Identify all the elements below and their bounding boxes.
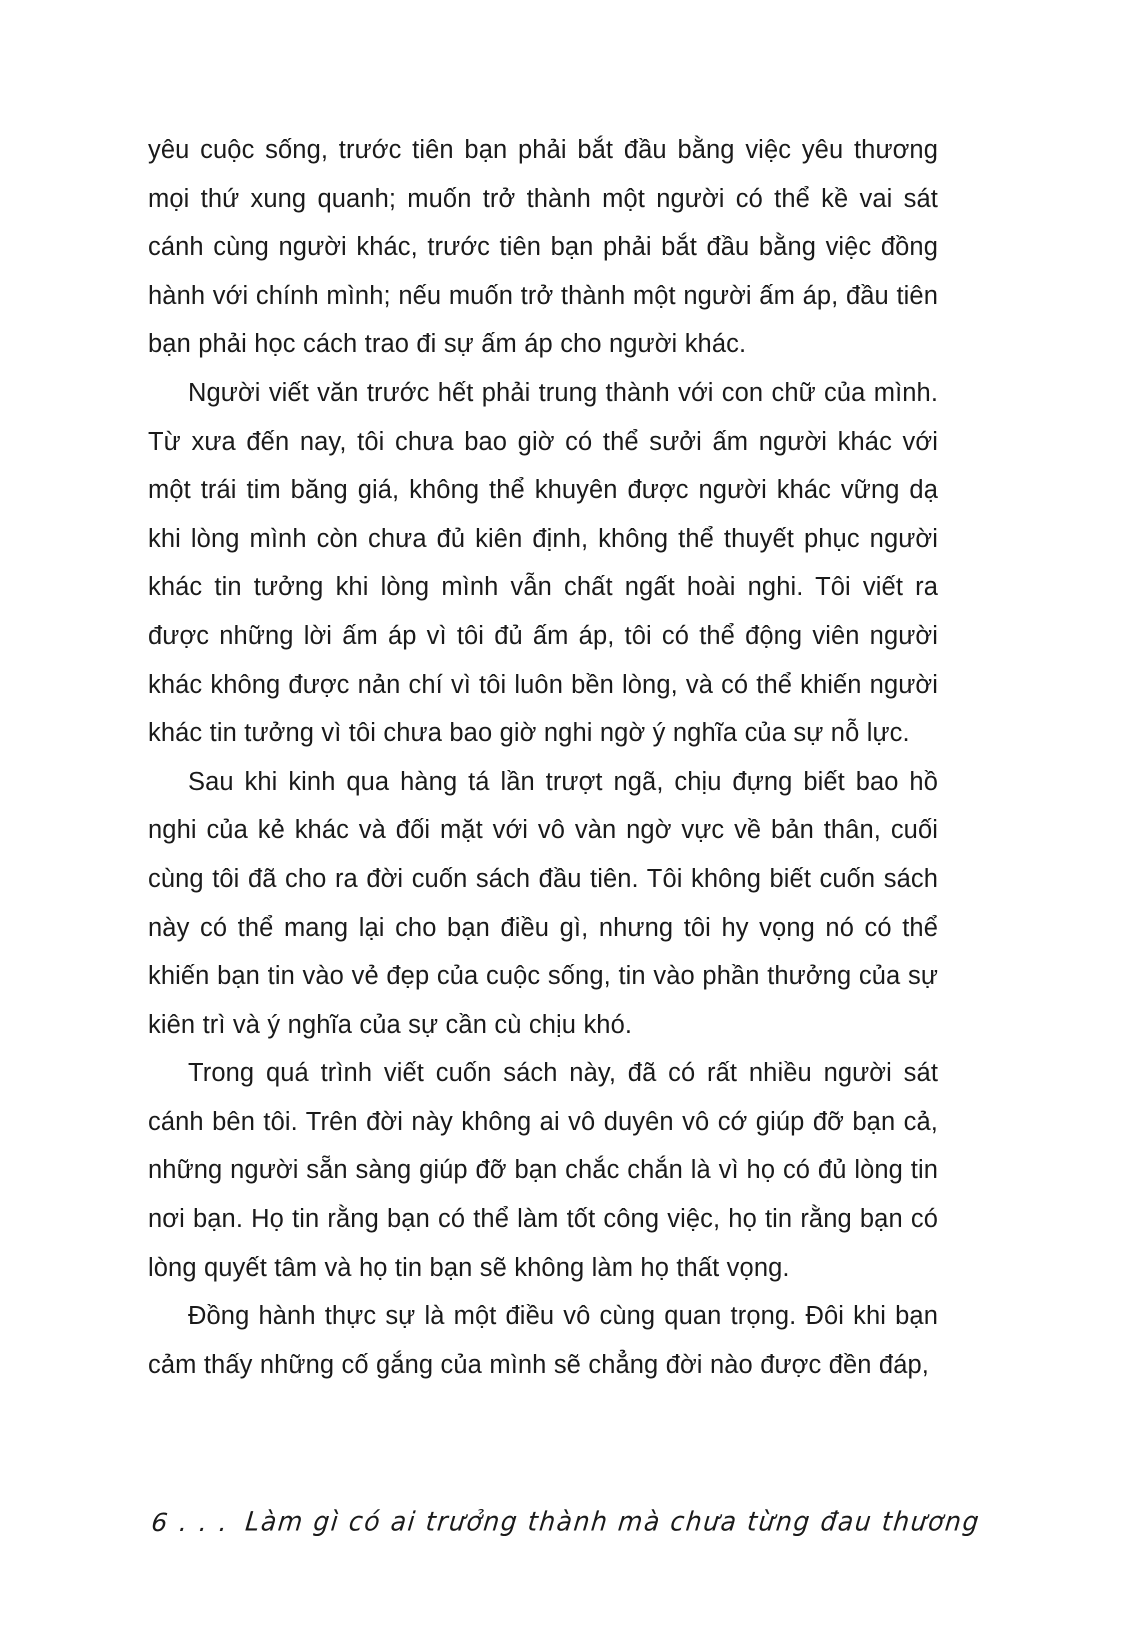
paragraph-5: Đồng hành thực sự là một điều vô cùng quan trọng. Đôi khi bạn cảm thấy những cố gắng của mình sẽ chẳng đời nào được đền đáp, [148, 1302, 938, 1379]
page-number: 6 . . . [150, 1508, 231, 1537]
paragraph-1: yêu cuộc sống, trước tiên bạn phải bắt đầu bằng việc yêu thương mọi thứ xung quanh; muốn trở thành một người có thể kề vai sát cánh cùng người khác, trước tiên bạn phải bắt đầu bằng việc đồng hành với chính mình; nếu muốn trở thành một người ấm áp, đầu tiên bạn phải học cách trao đi sự ấm áp cho người khác. [148, 136, 938, 359]
footer-book-title: Làm gì có ai trưởng thành mà chưa từng đau thương [243, 1506, 982, 1537]
paragraph-2: Người viết văn trước hết phải trung thành với con chữ của mình. Từ xưa đến nay, tôi chưa bao giờ có thể sưởi ấm người khác với một trái tim băng giá, không thể khuyên được người khác vững dạ khi lòng mình còn chưa đủ kiên định, không thể thuyết phục người khác tin tưởng khi lòng mình vẫn chất ngất hoài nghi. Tôi viết ra được những lời ấm áp vì tôi đủ ấm áp, tôi có thể động viên người khác không được nản chí vì tôi luôn bền lòng, và có thể khiến người khác tin tưởng vì tôi chưa bao giờ nghi ngờ ý nghĩa của sự nỗ lực. [148, 378, 938, 748]
page-footer [150, 1508, 1010, 1537]
paragraph-3: Sau khi kinh qua hàng tá lần trượt ngã, chịu đựng biết bao hồ nghi của kẻ khác và đối mặt với vô vàn ngờ vực về bản thân, cuối cùng tôi đã cho ra đời cuốn sách đầu tiên. Tôi không biết cuốn sách này có thể mang lại cho bạn điều gì, nhưng tôi hy vọng nó có thể khiến bạn tin vào vẻ đẹp của cuộc sống, tin vào phần thưởng của sự kiên trì và ý nghĩa của sự cần cù chịu khó. [148, 767, 938, 1039]
body-text-column [148, 126, 938, 1389]
paragraph-4: Trong quá trình viết cuốn sách này, đã có rất nhiều người sát cánh bên tôi. Trên đời này không ai vô duyên vô cớ giúp đỡ bạn cả, những người sẵn sàng giúp đỡ bạn chắc chắn là vì họ có đủ lòng tin nơi bạn. Họ tin rằng bạn có thể làm tốt công việc, họ tin rằng bạn có lòng quyết tâm và họ tin bạn sẽ không làm họ thất vọng. [148, 1059, 938, 1282]
